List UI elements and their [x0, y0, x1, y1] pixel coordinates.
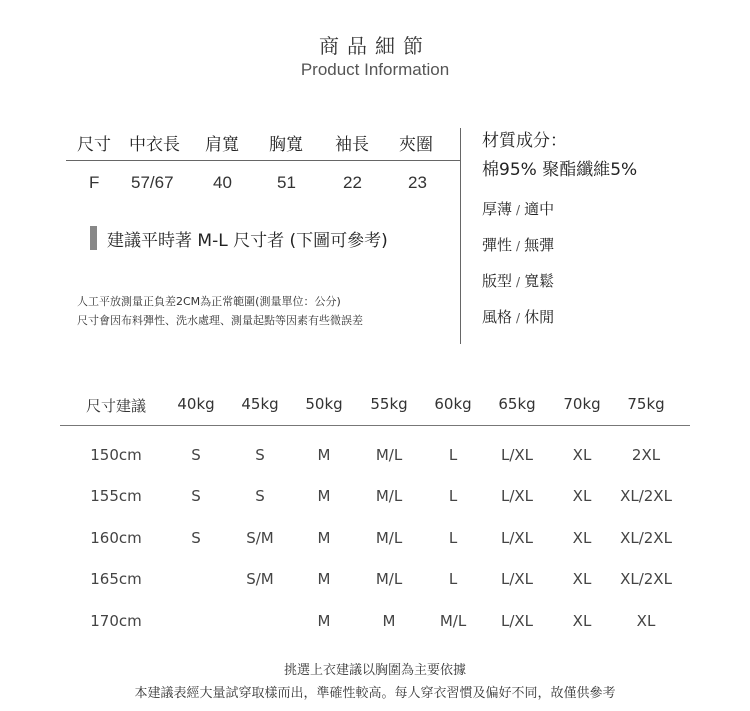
- material-value: 棉95% 聚酯纖維5%: [482, 160, 638, 180]
- rec-height: 165cm: [90, 570, 142, 588]
- rec-height: 160cm: [90, 529, 142, 547]
- rec-header-cell: 60kg: [434, 395, 472, 413]
- rec-cell: M: [317, 529, 331, 547]
- rec-cell: S: [191, 487, 201, 505]
- rec-cell: L/XL: [500, 570, 534, 588]
- rec-header-cell: 50kg: [305, 395, 343, 413]
- rec-cell: M: [317, 612, 331, 630]
- rec-cell: 2XL: [631, 446, 661, 464]
- table-row: [60, 529, 690, 555]
- spec-header-shoulder: 肩寬: [205, 135, 239, 155]
- rec-cell: XL: [572, 487, 592, 505]
- spec-header-size: 尺寸: [77, 135, 111, 155]
- page-title: 商品細節: [319, 34, 431, 58]
- rec-cell: L: [448, 446, 458, 464]
- measurement-note: 人工平放測量正負差2CM為正常範圍(測量單位：公分): [77, 295, 341, 308]
- rec-cell: XL: [572, 612, 592, 630]
- spec-value-armhole: 23: [408, 173, 427, 192]
- attr-value: 無彈: [524, 236, 555, 254]
- rec-cell: M: [317, 487, 331, 505]
- rec-cell: L/XL: [500, 487, 534, 505]
- rec-cell: S: [255, 446, 265, 464]
- spec-value-shoulder: 40: [213, 173, 232, 192]
- rec-header-cell: 65kg: [498, 395, 536, 413]
- recommendation-divider: [60, 425, 690, 426]
- rec-header-label: 尺寸建議: [85, 397, 147, 415]
- rec-header-cell: 55kg: [370, 395, 408, 413]
- suggestion-marker: [90, 226, 97, 250]
- rec-header-cell: 40kg: [177, 395, 215, 413]
- rec-cell: L: [448, 529, 458, 547]
- rec-cell: M/L: [375, 487, 403, 505]
- rec-cell: XL: [572, 446, 592, 464]
- attr-thickness: [482, 198, 554, 219]
- attr-separator: /: [516, 203, 521, 217]
- spec-value-chest: 51: [277, 173, 296, 192]
- rec-header-cell: 45kg: [241, 395, 279, 413]
- spec-value-row: [77, 173, 461, 199]
- spec-header-chest: 胸寬: [269, 135, 303, 155]
- attr-name: 厚薄: [482, 200, 513, 218]
- rec-cell: M: [317, 446, 331, 464]
- rec-cell: L: [448, 487, 458, 505]
- rec-cell: XL: [572, 529, 592, 547]
- rec-cell: S/M: [246, 529, 274, 547]
- rec-cell: S: [191, 446, 201, 464]
- rec-cell: S: [255, 487, 265, 505]
- footer-disclaimer: 本建議表經大量試穿取樣而出，準確性較高。每人穿衣習慣及偏好不同，故僅供參考: [134, 686, 616, 701]
- rec-cell: M/L: [375, 529, 403, 547]
- material-label: 材質成分：: [482, 131, 567, 151]
- attr-separator: /: [516, 311, 521, 325]
- spec-value-length: 57/67: [131, 173, 174, 192]
- spec-header-armhole: 夾圈: [399, 135, 433, 155]
- rec-cell: XL: [572, 570, 592, 588]
- spec-header-row: [77, 130, 461, 160]
- rec-cell: L/XL: [500, 446, 534, 464]
- rec-cell: M/L: [375, 570, 403, 588]
- attr-fit: [482, 270, 554, 291]
- rec-cell: L: [448, 570, 458, 588]
- attr-separator: /: [516, 275, 521, 289]
- table-row: [60, 612, 690, 638]
- recommendation-header-row: [60, 395, 690, 421]
- spec-value-size: F: [89, 173, 100, 192]
- spec-value-sleeve: 22: [343, 173, 362, 192]
- attr-name: 彈性: [482, 236, 513, 254]
- spec-divider: [66, 160, 461, 161]
- rec-cell: XL/2XL: [620, 487, 672, 505]
- rec-cell: M/L: [375, 446, 403, 464]
- rec-height: 155cm: [90, 487, 142, 505]
- attr-value: 休閒: [524, 308, 555, 326]
- attr-name: 版型: [482, 272, 513, 290]
- page-subtitle: Product Information: [300, 60, 450, 79]
- rec-cell: XL/2XL: [620, 570, 672, 588]
- rec-cell: S/M: [246, 570, 274, 588]
- attr-name: 風格: [482, 308, 513, 326]
- size-suggestion: 建議平時著 M-L 尺寸者 (下圖可參考): [107, 231, 388, 251]
- column-divider: [460, 128, 461, 344]
- table-row: [60, 487, 690, 513]
- rec-height: 150cm: [90, 446, 142, 464]
- tolerance-note: 尺寸會因布料彈性、洗水處理、測量起點等因素有些微誤差: [77, 314, 363, 327]
- rec-cell: L/XL: [500, 612, 534, 630]
- rec-cell: XL: [636, 612, 656, 630]
- spec-header-length: 中衣長: [129, 135, 180, 155]
- attr-value: 適中: [524, 200, 555, 218]
- rec-header-cell: 70kg: [563, 395, 601, 413]
- rec-header-cell: 75kg: [627, 395, 665, 413]
- attr-separator: /: [516, 239, 521, 253]
- table-row: [60, 446, 690, 472]
- rec-cell: M: [382, 612, 396, 630]
- table-row: [60, 570, 690, 596]
- attr-style: [482, 306, 554, 327]
- attr-value: 寬鬆: [524, 272, 555, 290]
- attr-elasticity: [482, 234, 554, 255]
- rec-height: 170cm: [90, 612, 142, 630]
- spec-header-sleeve: 袖長: [335, 135, 369, 155]
- footer-headline: 挑選上衣建議以胸圍為主要依據: [283, 663, 466, 678]
- rec-cell: L/XL: [500, 529, 534, 547]
- rec-cell: M: [317, 570, 331, 588]
- rec-cell: S: [191, 529, 201, 547]
- rec-cell: XL/2XL: [620, 529, 672, 547]
- rec-cell: M/L: [439, 612, 467, 630]
